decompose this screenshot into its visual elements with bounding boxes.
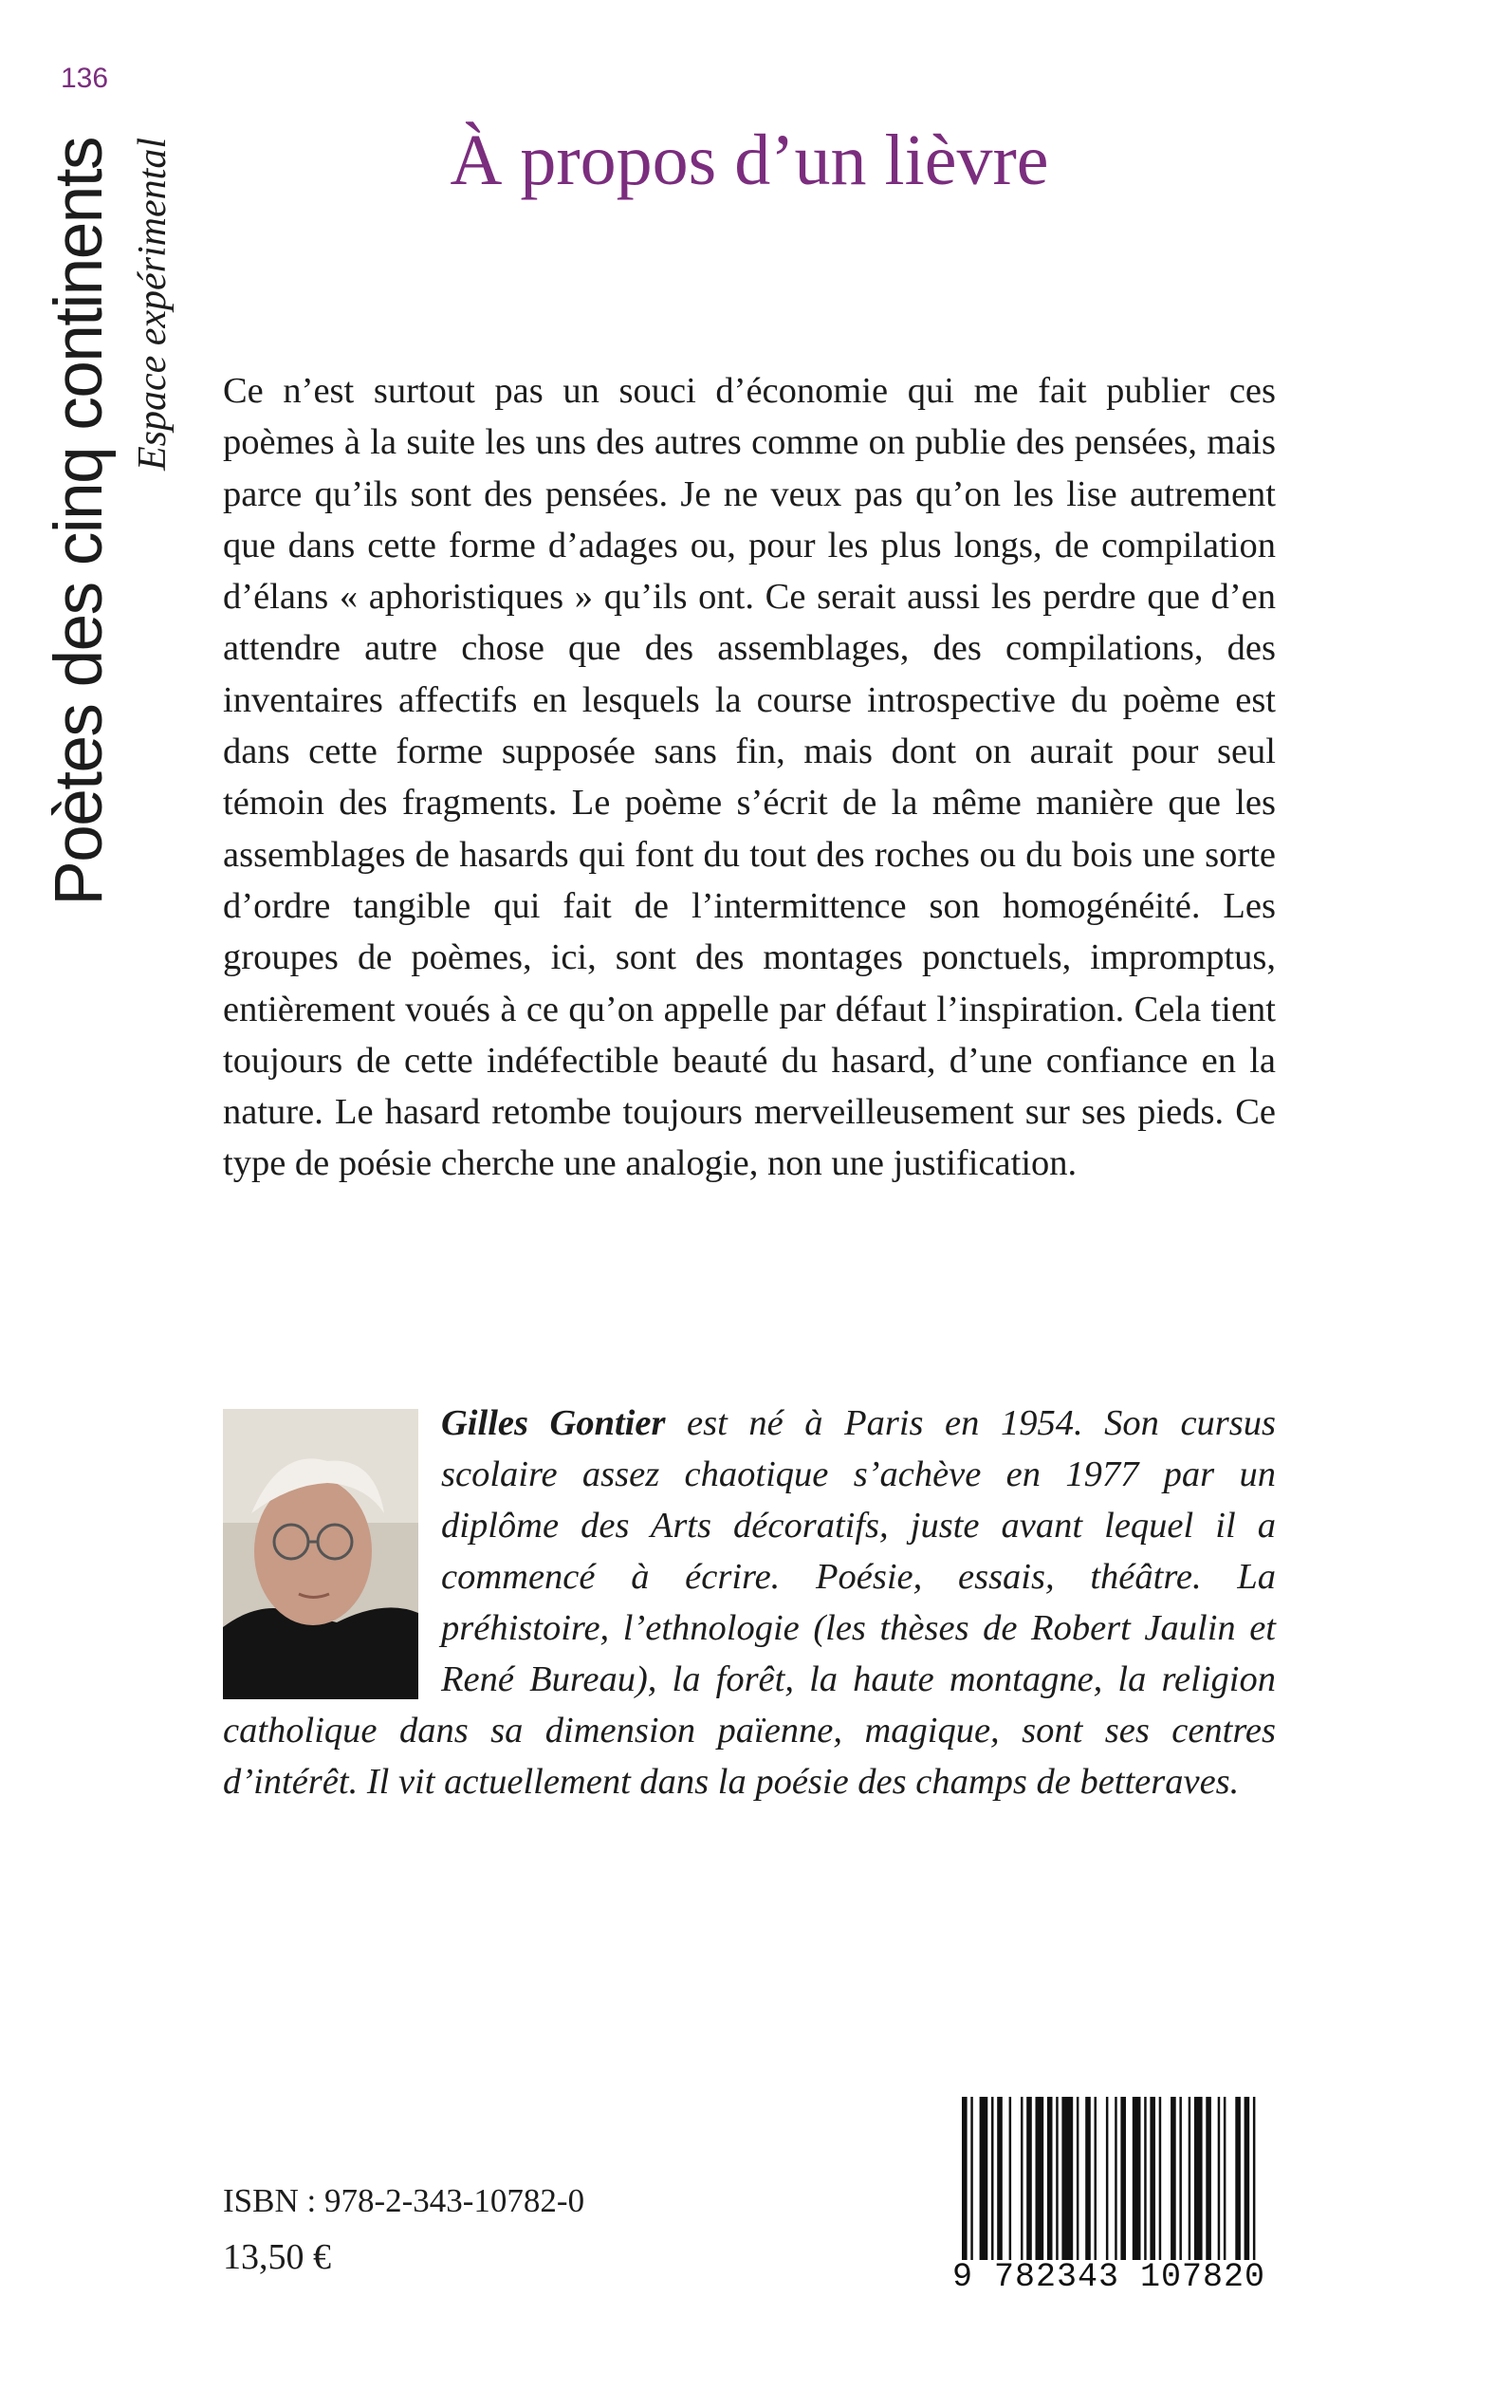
bio-text: est né à Paris en 1954. Son cursus scolaire assez chaotique s’achève en 1977 par un diplôme des Arts décoratifs, juste avant lequel il a commencé à écrire. Poésie, essais, théâtre. La préhistoire, l’ethnologie (les thèses de Robert Jaulin et René Bureau), la forêt, la haute montagne, la religion catholique dans sa dimension païenne, magique, sont ses centres d’intérêt. Il vit actuellement dans la poésie des champs de betteraves. <box>223 1403 1276 1802</box>
barcode-bar <box>997 2097 1003 2260</box>
series-subtitle: Espace expérimental <box>131 138 175 472</box>
isbn: ISBN : 978-2-343-10782-0 <box>223 2182 585 2219</box>
barcode-bar <box>1026 2097 1032 2260</box>
barcode-bar <box>1150 2097 1155 2260</box>
barcode-bar <box>1194 2097 1203 2260</box>
barcode-bar <box>970 2097 973 2260</box>
barcode-bar <box>1218 2097 1221 2260</box>
barcode-bar <box>1159 2097 1162 2260</box>
barcode-bar <box>1056 2097 1059 2260</box>
barcode-bar <box>991 2097 994 2260</box>
barcode-bar <box>1085 2097 1091 2260</box>
blurb-text: Ce n’est surtout pas un souci d’économie qui me fait publier ces poèmes à la suite les uns des autres comme on publie des pensées, mais parce qu’ils sont des pensées. Je ne veux pas qu’on les lise autrement que dans cette forme d’adages ou, pour les plus longs, de compilation d’élans « aphoristiques » qu’ils ont. Ce serait aussi les perdre que d’en attendre autre chose que des assemblages, des compilations, des inventaires affectifs en lesquels la course introspective du poème est dans cette forme supposée sans fin, mais dont on aurait pour seul témoin des fragments. Le poème s’écrit de la même manière que les assemblages de hasards qui font du tout des roches ou du bois une sorte d’ordre tangible qui fait de l’intermittence son homogénéité. Les groupes de poèmes, ici, sont des montages ponctuels, impromptus, entièrement voués à ce qu’on appelle par défaut l’inspiration. Cela tient toujours de cette indéfectible beauté du hasard, d’une confiance en la nature. Le hasard retombe toujours merveilleusement sur ses pieds. Ce type de poésie cherche une analogie, non une justification. <box>223 371 1276 1184</box>
barcode-bar <box>1189 2097 1191 2260</box>
barcode-bar <box>1206 2097 1211 2260</box>
barcode-bar <box>1036 2097 1044 2260</box>
barcode-bar <box>1047 2097 1053 2260</box>
barcode-bar <box>1171 2097 1176 2260</box>
author-photo <box>223 1409 418 1699</box>
author-name: Gilles Gontier <box>441 1403 666 1443</box>
barcode-bar <box>980 2097 988 2260</box>
barcode-bar <box>1224 2097 1226 2260</box>
barcode-bar <box>1144 2097 1147 2260</box>
barcode-bar <box>1115 2097 1117 2260</box>
barcode-bar <box>1120 2097 1126 2260</box>
barcode-bar <box>1133 2097 1141 2260</box>
series-spine <box>38 138 190 935</box>
barcode-bar <box>1245 2097 1250 2260</box>
series-name: Poètes des cinq continents <box>42 138 117 906</box>
barcode <box>949 2097 1269 2301</box>
barcode-bar <box>1061 2097 1073 2260</box>
book-title: À propos d’un lièvre <box>450 120 1049 200</box>
barcode-bar <box>1095 2097 1097 2260</box>
barcode-bar <box>1253 2097 1256 2260</box>
series-number: 136 <box>61 63 109 94</box>
author-bio <box>223 1398 1276 1807</box>
barcode-bar <box>1021 2097 1023 2260</box>
barcode-bar <box>1077 2097 1079 2260</box>
barcode-bar <box>1235 2097 1241 2260</box>
price: 13,50 € <box>223 2237 331 2277</box>
barcode-digits: 9 782343 107820 <box>951 2258 1266 2296</box>
barcode-bars <box>960 2097 1263 2260</box>
barcode-bar <box>1009 2097 1012 2260</box>
barcode-bar <box>962 2097 968 2260</box>
barcode-bar <box>1179 2097 1182 2260</box>
barcode-bar <box>1106 2097 1109 2260</box>
